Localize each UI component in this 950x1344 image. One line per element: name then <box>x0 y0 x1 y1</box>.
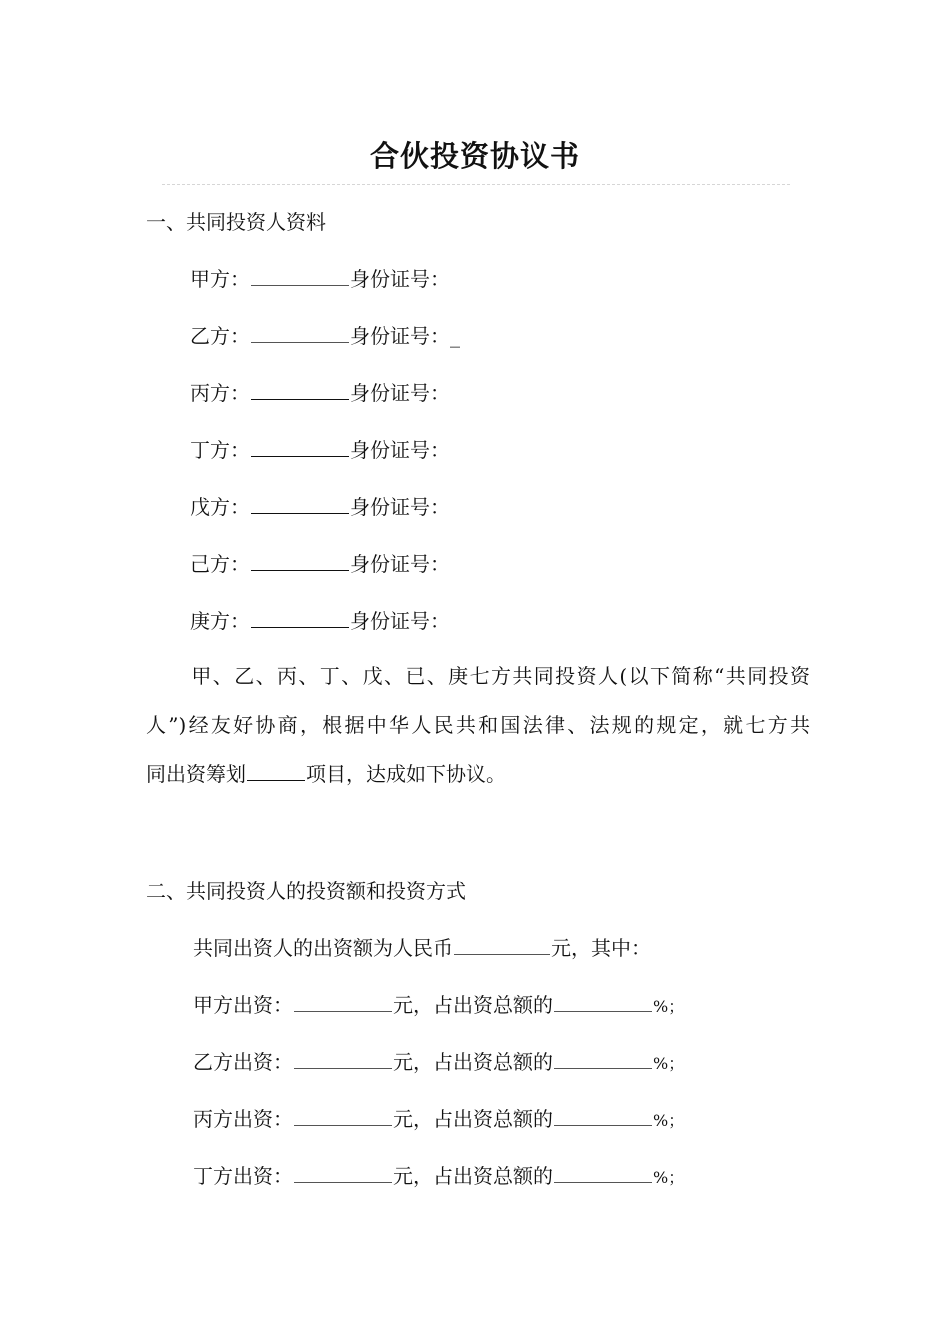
contribution-label: 甲方出资： <box>193 993 293 1017</box>
party-row <box>190 323 460 349</box>
party-id-label: 身份证号： <box>350 552 450 576</box>
party-name-blank <box>251 324 349 343</box>
percent-blank <box>554 1164 652 1183</box>
section1-heading: 一、共同投资人资料 <box>146 210 326 234</box>
party-row <box>190 380 450 406</box>
party-id-label: 身份证号： <box>350 267 450 291</box>
percent-blank <box>554 1107 652 1126</box>
party-name-blank <box>251 609 349 628</box>
total-investment-row <box>193 935 651 961</box>
percent-sign: %； <box>653 1168 685 1187</box>
contribution-row <box>193 1049 684 1077</box>
contribution-label: 乙方出资： <box>193 1050 293 1074</box>
contribution-row <box>193 1163 684 1191</box>
party-name: 甲方： <box>190 267 250 291</box>
party-id-label: 身份证号： <box>350 381 450 405</box>
party-name-blank <box>251 495 349 514</box>
contribution-unit: 元，占出资总额的 <box>393 1164 553 1188</box>
party-row <box>190 608 450 634</box>
total-unit: 元，其中： <box>551 936 651 960</box>
party-name: 丙方： <box>190 381 250 405</box>
contribution-unit: 元，占出资总额的 <box>393 1107 553 1131</box>
party-name-blank <box>251 381 349 400</box>
paragraph-text: 项目，达成如下协议。 <box>306 762 506 786</box>
party-name: 丁方： <box>190 438 250 462</box>
amount-blank <box>294 1107 392 1126</box>
party-row <box>190 551 450 577</box>
party-name: 戊方： <box>190 495 250 519</box>
amount-blank <box>294 1050 392 1069</box>
paragraph-text: 同出资筹划 <box>146 762 246 786</box>
paragraph-line <box>146 750 810 799</box>
party-row <box>190 266 450 292</box>
party-name-blank <box>251 438 349 457</box>
percent-sign: %； <box>653 997 685 1016</box>
paragraph-line-text: 甲、乙、丙、丁、戊、已、庚七方共同投资人(以下简称“共同投资 <box>190 664 810 688</box>
paragraph-line: 人”)经友好协商，根据中华人民共和国法律、法规的规定，就七方共 <box>146 713 810 737</box>
total-label: 共同出资人的出资额为人民币 <box>193 936 453 960</box>
agreement-paragraph <box>146 652 810 799</box>
party-name: 己方： <box>190 552 250 576</box>
percent-sign: %； <box>653 1111 685 1130</box>
project-name-blank <box>247 762 305 781</box>
party-name-blank <box>251 267 349 286</box>
total-amount-blank <box>454 936 550 955</box>
contribution-label: 丁方出资： <box>193 1164 293 1188</box>
amount-blank <box>294 993 392 1012</box>
contribution-unit: 元，占出资总额的 <box>393 1050 553 1074</box>
percent-blank <box>554 993 652 1012</box>
section2-heading: 二、共同投资人的投资额和投资方式 <box>146 879 466 903</box>
party-name-blank <box>251 552 349 571</box>
party-name: 庚方： <box>190 609 250 633</box>
amount-blank <box>294 1164 392 1183</box>
party-id-label: 身份证号： <box>350 495 450 519</box>
document-title: 合伙投资协议书 <box>369 139 580 173</box>
contribution-row <box>193 992 684 1020</box>
party-id-label: 身份证号： <box>350 438 450 462</box>
party-id-suffix: _ <box>450 324 460 348</box>
party-id-label: 身份证号： <box>350 324 450 348</box>
percent-sign: %； <box>653 1054 685 1073</box>
contribution-row <box>193 1106 684 1134</box>
contribution-unit: 元，占出资总额的 <box>393 993 553 1017</box>
contribution-label: 丙方出资： <box>193 1107 293 1131</box>
party-row <box>190 494 450 520</box>
percent-blank <box>554 1050 652 1069</box>
paragraph-line <box>146 652 810 701</box>
party-id-label: 身份证号： <box>350 609 450 633</box>
party-row <box>190 437 450 463</box>
party-name: 乙方： <box>190 324 250 348</box>
title-divider <box>162 184 790 185</box>
